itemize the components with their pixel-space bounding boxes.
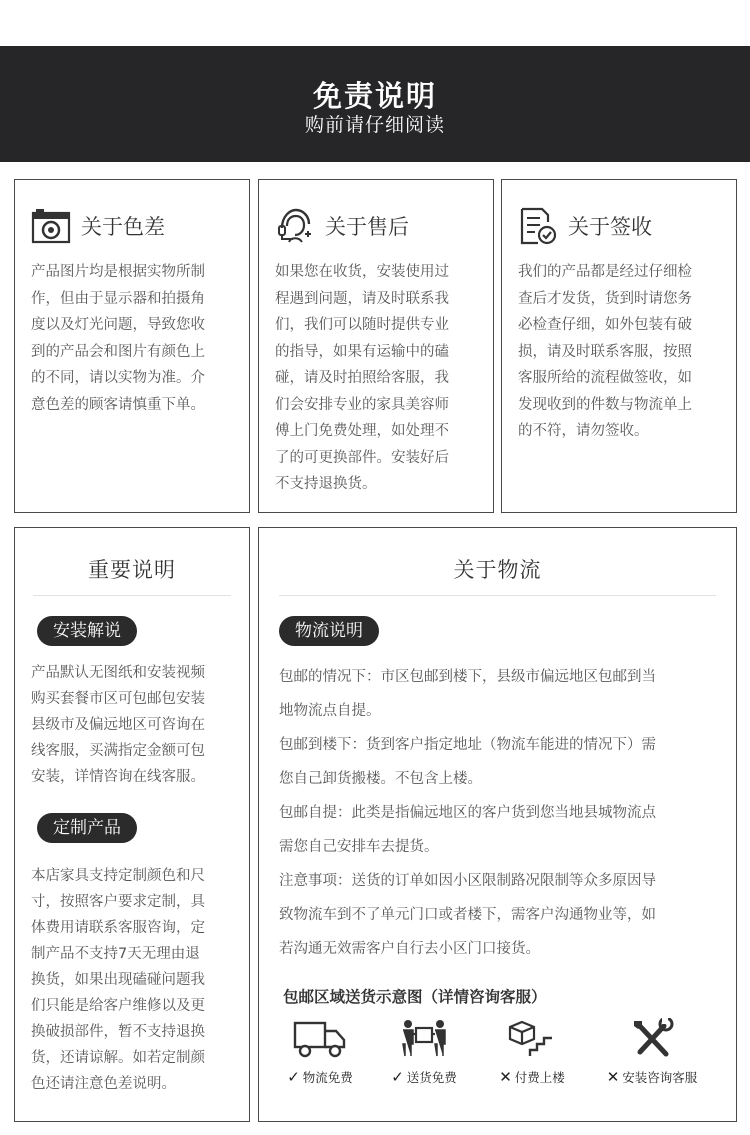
banner-title: 免责说明	[312, 79, 437, 113]
text-line: 您自己卸货搬楼。不包含上楼。	[279, 771, 482, 787]
card-header	[518, 204, 652, 248]
text-line: 意色差的顾客请慎重下单。	[31, 396, 205, 413]
text-line: 包邮的情况下：市区包邮到楼下，县级市偏远地区包邮到当	[279, 669, 656, 685]
custom-text	[31, 863, 239, 1097]
section-title: 关于物流	[453, 558, 542, 582]
shipping-label-text: 付费上楼	[514, 1070, 565, 1085]
truck-icon	[292, 1018, 348, 1060]
card-body	[275, 259, 483, 498]
text-line: 必检查仔细，如外包装有破	[518, 317, 692, 333]
section-title: 重要说明	[88, 558, 176, 582]
important-notes-panel	[14, 527, 250, 1122]
text-line: 包邮到楼下：货到客户指定地址（物流车能进的情况下）需	[279, 737, 656, 753]
text-line: 线客服，买满指定金额可包	[31, 743, 205, 759]
install-tag: 安装解说	[37, 616, 137, 646]
text-line: 到的产品会和图片有颜色上	[31, 343, 205, 360]
text-line: 不支持退换货。	[275, 476, 377, 492]
card-title: 关于售后	[325, 215, 409, 239]
shipping-item-logistics	[265, 1018, 375, 1086]
text-line: 客服所给的流程做签收，如	[518, 370, 692, 386]
install-text	[31, 660, 239, 790]
sign-document-icon	[518, 206, 558, 246]
stairs-box-icon	[504, 1018, 560, 1060]
text-line: 换破损部件，暂不支持退换	[31, 1024, 205, 1040]
text-line: 作，但由于显示器和拍摄角	[31, 290, 205, 307]
text-line: 程遇到问题，请及时联系我	[275, 290, 449, 307]
header-banner	[0, 46, 750, 162]
text-line: 们，我们可以随时提供专业	[275, 317, 449, 333]
shipping-diagram-title: 包邮区域送货示意图（详情咨询客服）	[283, 988, 547, 1006]
card-after-sales	[258, 179, 494, 513]
text-line: 如果您在收货，安装使用过	[275, 264, 449, 280]
text-line: 需您自己安排车去提货。	[279, 839, 439, 855]
card-header	[31, 204, 165, 248]
text-line: 产品图片均是根据实物所制	[31, 264, 205, 280]
divider	[279, 595, 716, 596]
camera-icon	[31, 208, 71, 244]
check-icon: ✓	[287, 1068, 300, 1086]
card-receipt	[501, 179, 737, 513]
shipping-label	[477, 1068, 587, 1086]
text-line: 的不符，请勿签收。	[518, 423, 649, 439]
shipping-item-upstairs	[477, 1018, 587, 1086]
custom-tag: 定制产品	[37, 813, 137, 843]
text-line: 致物流车到不了单元门口或者楼下，需客户沟通物业等，如	[279, 907, 656, 923]
text-line: 们会安排专业的家具美容师	[275, 396, 449, 413]
check-icon: ✓	[391, 1068, 404, 1086]
shipping-label-text: 安装咨询客服	[622, 1070, 698, 1085]
text-line: 傅上门免费处理，如处理不	[275, 423, 449, 439]
text-line: 若沟通无效需客户自行去小区门口接货。	[279, 941, 540, 957]
shipping-label	[597, 1068, 707, 1086]
text-line: 制产品不支持7天无理由退	[31, 946, 200, 962]
text-line: 购买套餐市区可包邮包安装	[31, 691, 205, 707]
text-line: 我们的产品都是经过仔细检	[518, 264, 692, 280]
text-line: 换货，如果出现磕碰问题我	[31, 972, 205, 988]
card-color-difference	[14, 179, 250, 513]
text-line: 发现收到的件数与物流单上	[518, 396, 692, 413]
text-line: 货，还请谅解。如若定制颜	[31, 1050, 205, 1066]
customer-service-icon	[275, 206, 315, 246]
text-line: 县级市及偏远地区可咨询在	[31, 717, 205, 733]
text-line: 色还请注意色差说明。	[31, 1076, 176, 1092]
text-line: 度以及灯光问题，导致您收	[31, 317, 205, 333]
shipping-label	[265, 1068, 375, 1086]
text-line: 安装，详情咨询在线客服。	[31, 769, 205, 785]
cross-icon: ✕	[606, 1068, 620, 1086]
delivery-person-icon	[396, 1018, 452, 1060]
text-line: 注意事项：送货的订单如因小区限制路况限制等众多原因导	[279, 873, 656, 889]
text-line: 们只能是给客户维修以及更	[31, 998, 205, 1014]
text-line: 寸，按照客户要求定制，具	[31, 894, 205, 910]
shipping-label-text: 送货免费	[406, 1070, 457, 1085]
card-body	[31, 259, 239, 418]
text-line: 的不同，请以实物为准。介	[31, 370, 205, 386]
shipping-label	[369, 1068, 479, 1086]
text-line: 查后才发货，货到时请您务	[518, 290, 692, 307]
card-header	[275, 204, 409, 248]
text-line: 损，请及时联系客服，按照	[518, 343, 692, 360]
logistics-panel	[258, 527, 737, 1122]
banner-subtitle: 购前请仔细阅读	[304, 114, 445, 136]
text-line: 了的可更换部件。安装好后	[275, 449, 449, 466]
card-title: 关于色差	[81, 215, 165, 239]
divider	[33, 595, 231, 596]
cross-icon: ✕	[499, 1068, 512, 1086]
card-title: 关于签收	[568, 215, 652, 239]
tools-icon	[624, 1018, 680, 1060]
shipping-item-delivery	[369, 1018, 479, 1086]
card-body	[518, 259, 726, 445]
text-line: 包邮自提：此类是指偏远地区的客户货到您当地县城物流点	[279, 805, 656, 821]
shipping-label-text: 物流免费	[302, 1070, 353, 1085]
text-line: 体费用请联系客服咨询，定	[31, 920, 205, 936]
text-line: 本店家具支持定制颜色和尺	[31, 868, 205, 884]
logistics-text	[279, 660, 726, 966]
logistics-tag: 物流说明	[279, 616, 379, 646]
text-line: 的指导，如果有运输中的磕	[275, 343, 449, 360]
text-line: 产品默认无图纸和安装视频	[31, 665, 205, 681]
text-line: 地物流点自提。	[279, 703, 381, 719]
shipping-item-installation	[597, 1018, 707, 1086]
text-line: 碰，请及时拍照给客服，我	[275, 370, 449, 386]
